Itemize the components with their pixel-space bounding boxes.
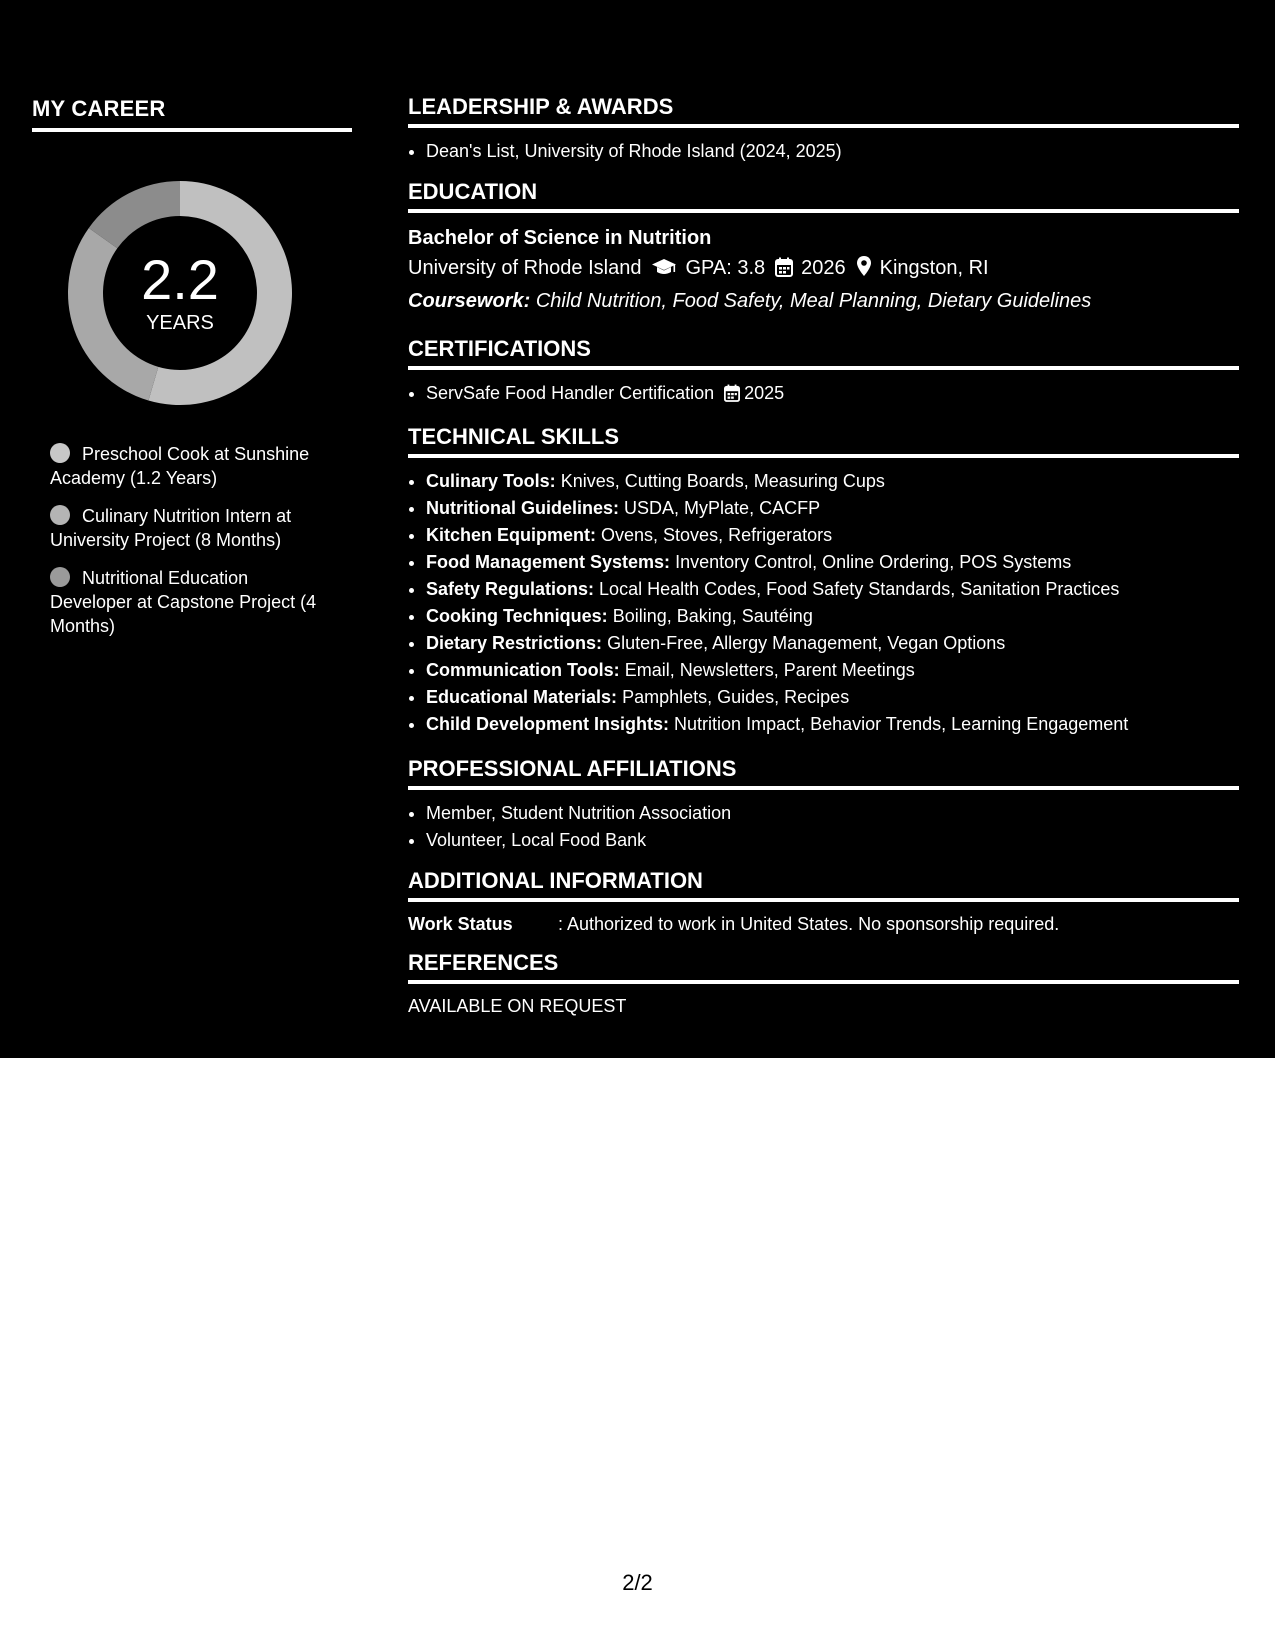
skill-item [426,495,1239,522]
skill-item [426,549,1239,576]
skill-label: Food Management Systems: [426,552,671,572]
location-pin-icon [856,255,872,286]
skill-label: Cooking Techniques: [426,606,608,626]
section-divider [408,209,1239,213]
certifications-title: CERTIFICATIONS [408,336,591,361]
education-year: 2026 [801,257,846,279]
education-details [408,253,1239,286]
education-school: University of Rhode Island [408,257,642,279]
skill-item [426,576,1239,603]
section-divider [408,366,1239,370]
skill-value: Knives, Cutting Boards, Measuring Cups [560,471,885,491]
skill-value: Inventory Control, Online Ordering, POS Systems [675,552,1072,572]
career-legend-item [50,566,330,638]
skill-item [426,468,1239,495]
career-legend-item [50,442,330,490]
career-legend-label: Nutritional Education Developer at Capstone Project (4 Months) [50,568,317,636]
education-section [408,179,1239,316]
skill-value: Boiling, Baking, Sautéing [612,606,813,626]
skills-list [408,468,1239,738]
additional-title: ADDITIONAL INFORMATION [408,868,703,893]
coursework-value: Child Nutrition, Food Safety, Meal Planning, Dietary Guidelines [535,290,1092,312]
education-title: EDUCATION [408,179,538,204]
affiliation-item: • Volunteer, Local Food Bank [426,827,1239,854]
certification-item [426,380,1239,410]
section-divider [408,980,1239,984]
certification-year: 2025 [744,383,785,403]
references-section [408,950,1239,1018]
career-legend-label: Preschool Cook at Sunshine Academy (1.2 Years) [50,444,310,488]
page-number: 2/2 [622,1570,653,1595]
work-status-row [408,912,1239,936]
donut-total-value: 2.2 [141,248,219,311]
skill-value: Nutrition Impact, Behavior Trends, Learning Engagement [674,714,1129,734]
career-legend-item [50,504,330,552]
skill-label: Child Development Insights: [426,714,670,734]
leadership-section [408,94,1239,165]
skill-value: Pamphlets, Guides, Recipes [622,687,850,707]
skill-label: Safety Regulations: [426,579,595,599]
skill-item [426,684,1239,711]
career-legend [32,442,352,638]
education-location: Kingston, RI [879,257,989,279]
education-coursework [408,286,1239,316]
skills-section [408,424,1239,738]
left-column [32,96,352,652]
coursework-label: Coursework: [408,290,531,312]
skills-title: TECHNICAL SKILLS [408,424,620,449]
section-divider [408,454,1239,458]
certification-name: ServSafe Food Handler Certification [426,383,715,403]
calendar-icon [775,256,793,286]
skill-label: Kitchen Equipment: [426,525,596,545]
skill-label: Culinary Tools: [426,471,556,491]
skill-label: Dietary Restrictions: [426,633,603,653]
certifications-list [408,380,1239,410]
skill-value: Ovens, Stoves, Refrigerators [601,525,833,545]
work-status-value: : Authorized to work in United States. No sponsorship required. [558,914,1060,934]
education-degree: Bachelor of Science in Nutrition [408,227,712,249]
affiliations-title: PROFESSIONAL AFFILIATIONS [408,756,737,781]
leadership-list [408,138,1239,165]
affiliations-section [408,756,1239,854]
donut-center [65,178,295,408]
skill-item [426,522,1239,549]
skill-item [426,603,1239,630]
leadership-title: LEADERSHIP & AWARDS [408,94,674,119]
legend-dot [50,567,70,587]
calendar-icon [724,383,740,410]
skill-value: Gluten-Free, Allergy Management, Vegan Options [607,633,1006,653]
skill-label: Communication Tools: [426,660,620,680]
additional-section [408,868,1239,936]
career-legend-label: Culinary Nutrition Intern at University Project (8 Months) [50,506,292,550]
section-divider [408,786,1239,790]
education-gpa: GPA: 3.8 [685,257,766,279]
affiliation-item: • Member, Student Nutrition Association [426,800,1239,827]
certifications-section [408,336,1239,410]
affiliations-list [408,800,1239,854]
references-title: REFERENCES [408,950,559,975]
section-divider [408,124,1239,128]
skill-label: Nutritional Guidelines: [426,498,620,518]
leadership-item: • Dean's List, University of Rhode Island (2024, 2025) [426,138,1239,165]
graduation-cap-icon [651,256,677,286]
right-column [408,94,1239,1032]
career-donut-chart [65,178,295,408]
skill-item [426,630,1239,657]
skill-value: Email, Newsletters, Parent Meetings [624,660,915,680]
skill-label: Educational Materials: [426,687,618,707]
references-text: AVAILABLE ON REQUEST [408,996,627,1016]
work-status-label: Work Status [408,914,513,934]
career-divider [32,128,352,132]
skill-value: Local Health Codes, Food Safety Standards, Sanitation Practices [599,579,1120,599]
legend-dot [50,505,70,525]
skill-item [426,657,1239,684]
skill-value: USDA, MyPlate, CACFP [624,498,821,518]
section-divider [408,898,1239,902]
career-title: MY CAREER [32,96,166,121]
legend-dot [50,443,70,463]
skill-item [426,711,1239,738]
donut-total-unit: YEARS [146,312,214,334]
